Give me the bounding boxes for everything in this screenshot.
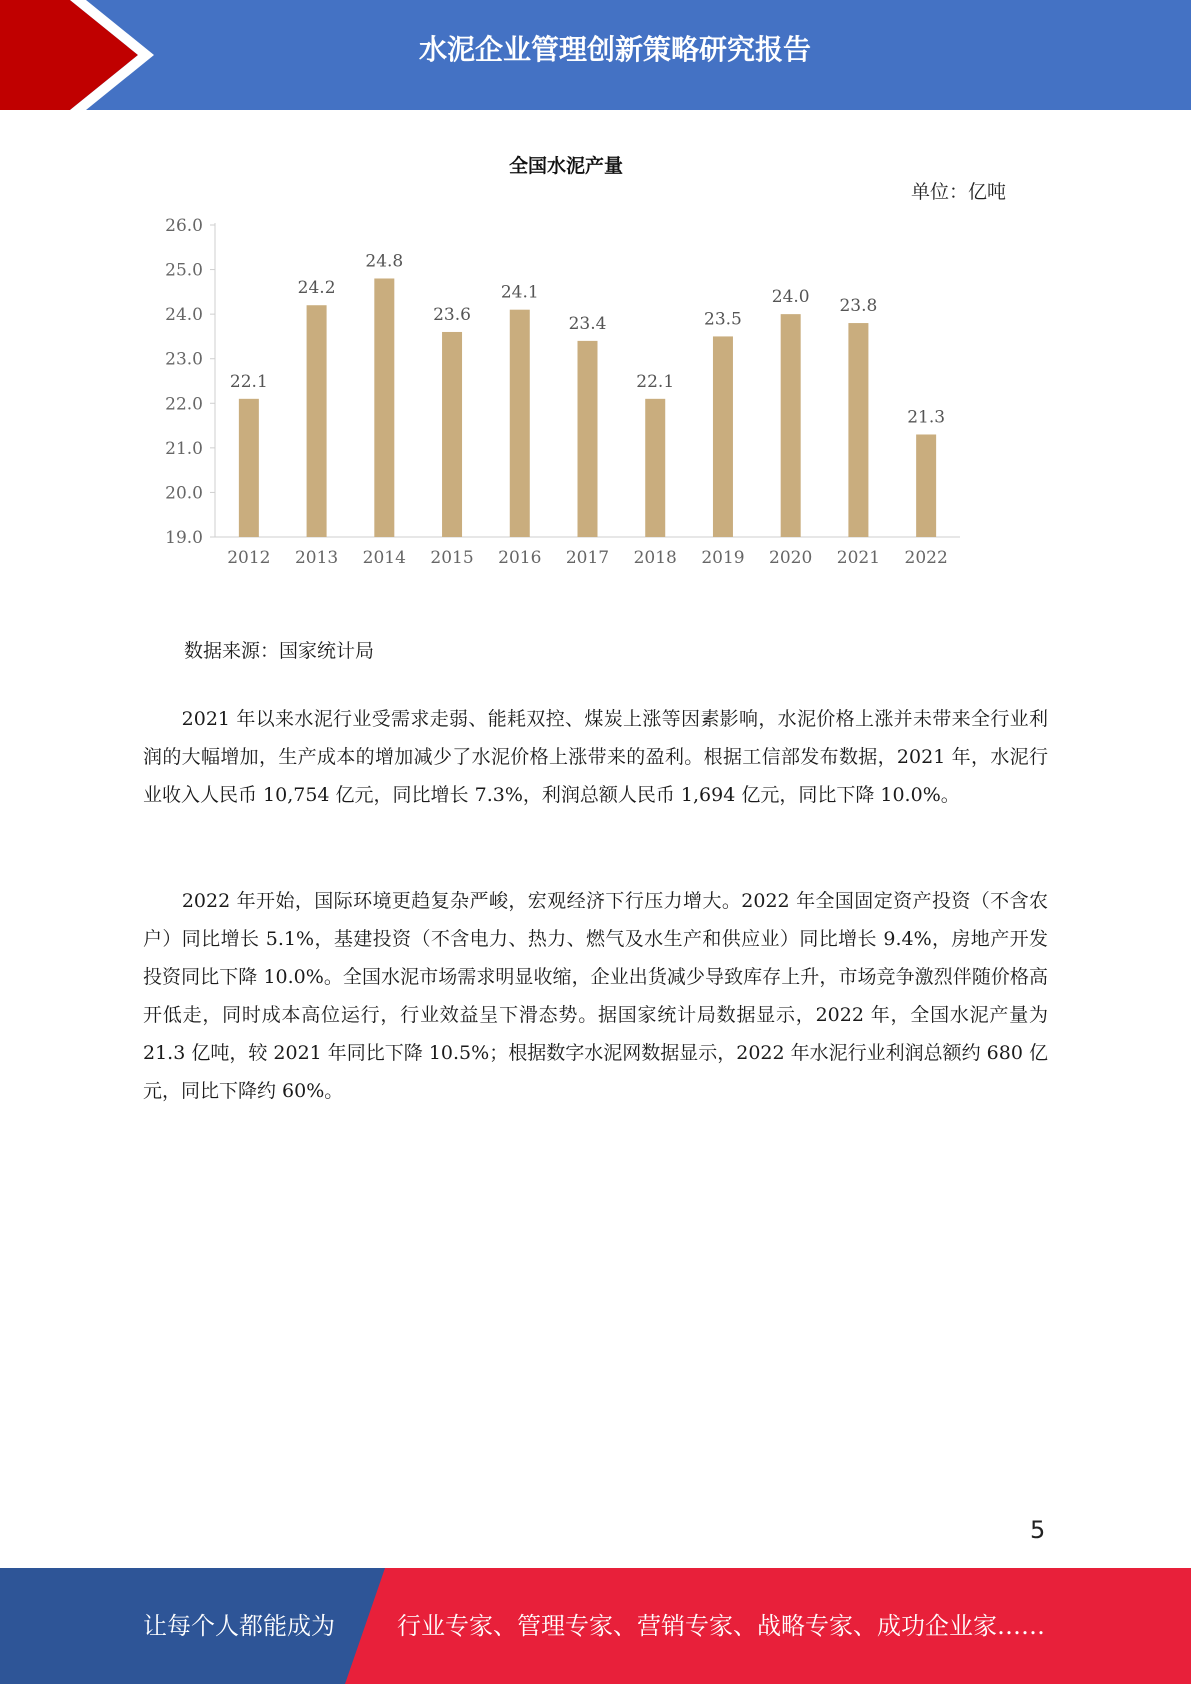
- value-label: 22.1: [636, 371, 675, 392]
- x-tick-label: 2017: [565, 548, 610, 568]
- chart-title: 全国水泥产量: [508, 155, 624, 177]
- page-header: [0, 0, 1191, 110]
- y-tick-label: 23.0: [165, 349, 203, 370]
- report-title: 水泥企业管理创新策略研究报告: [418, 33, 811, 66]
- value-label: 23.5: [704, 309, 742, 330]
- chart-x-axis: [227, 548, 948, 568]
- y-tick-label: 21.0: [165, 438, 203, 459]
- y-tick-label: 19.0: [165, 528, 203, 548]
- y-tick-label: 25.0: [165, 260, 203, 281]
- cement-production-chart: [140, 140, 1040, 580]
- value-label: 22.1: [229, 371, 268, 392]
- bar-2013: [307, 305, 327, 537]
- data-source-note: 数据来源：国家统计局: [184, 640, 375, 662]
- x-tick-label: 2012: [227, 548, 271, 568]
- bar-2020: [781, 314, 801, 537]
- y-tick-label: 26.0: [165, 216, 203, 236]
- x-tick-label: 2013: [294, 548, 339, 568]
- value-label: 24.2: [297, 278, 336, 299]
- y-tick-label: 20.0: [165, 483, 203, 504]
- bar-2014: [374, 278, 394, 537]
- bar-2018: [645, 399, 665, 537]
- bar-2015: [442, 332, 462, 537]
- x-tick-label: 2019: [701, 548, 745, 568]
- x-tick-label: 2021: [836, 548, 881, 568]
- page-number: 5: [1030, 1516, 1046, 1544]
- x-tick-label: 2016: [498, 548, 542, 568]
- chart-unit-label: 单位：亿吨: [910, 181, 1006, 203]
- paragraph-2022-market: 2022 年开始，国际环境更趋复杂严峻，宏观经济下行压力增大。2022 年全国固定资产投资（不含农户）同比增长 5.1%，基建投资（不含电力、热力、燃气及水生产和供应业）同比增长 9.4%，房地产开发投资同比下降 10.0%。全国水泥市场需求明显收缩，企业出货减少导致库存上升，市场竞争激烈伴随价格高开低走，同时成本高位运行，行业效益呈下滑态势。据国家统计局数据显示，2022 年，全国水泥产量为 21.3 亿吨，较 2021 年同比下降 10.5%；根据数字水泥网数据显示，2022 年水泥行业利润总额约 680 亿元，同比下降约 60%。: [143, 890, 1048, 1102]
- paragraph-2021-industry: 2021 年以来水泥行业受需求走弱、能耗双控、煤炭上涨等因素影响，水泥价格上涨并未带来全行业利润的大幅增加，生产成本的增加减少了水泥价格上涨带来的盈利。根据工信部发布数据，2021 年，水泥行业收入人民币 10,754 亿元，同比增长 7.3%，利润总额人民币 1,694 亿元，同比下降 10.0%。: [143, 708, 1048, 806]
- chart-y-axis: [165, 216, 203, 548]
- bar-2012: [239, 399, 259, 537]
- value-label: 21.3: [907, 407, 946, 428]
- x-tick-label: 2022: [904, 548, 948, 568]
- bar-2019: [713, 336, 733, 537]
- value-label: 24.0: [771, 287, 810, 308]
- x-tick-label: 2018: [633, 548, 677, 568]
- y-tick-label: 22.0: [165, 394, 203, 415]
- value-label: 24.1: [500, 282, 539, 303]
- bar-2022: [916, 434, 936, 537]
- bar-2016: [510, 310, 530, 537]
- footer-slogan-right: 行业专家、管理专家、营销专家、战略专家、成功企业家……: [397, 1612, 1045, 1640]
- bar-2021: [848, 323, 868, 537]
- x-tick-label: 2014: [362, 548, 406, 568]
- page-footer: [0, 1568, 1191, 1684]
- bar-2017: [578, 341, 598, 537]
- y-tick-label: 24.0: [165, 305, 203, 326]
- value-label: 23.8: [839, 296, 878, 317]
- value-label: 23.4: [568, 313, 607, 334]
- x-tick-label: 2020: [769, 548, 813, 568]
- value-label: 23.6: [433, 304, 471, 325]
- x-tick-label: 2015: [430, 548, 474, 568]
- footer-slogan-left: 让每个人都能成为: [143, 1612, 335, 1640]
- value-label: 24.8: [365, 251, 404, 272]
